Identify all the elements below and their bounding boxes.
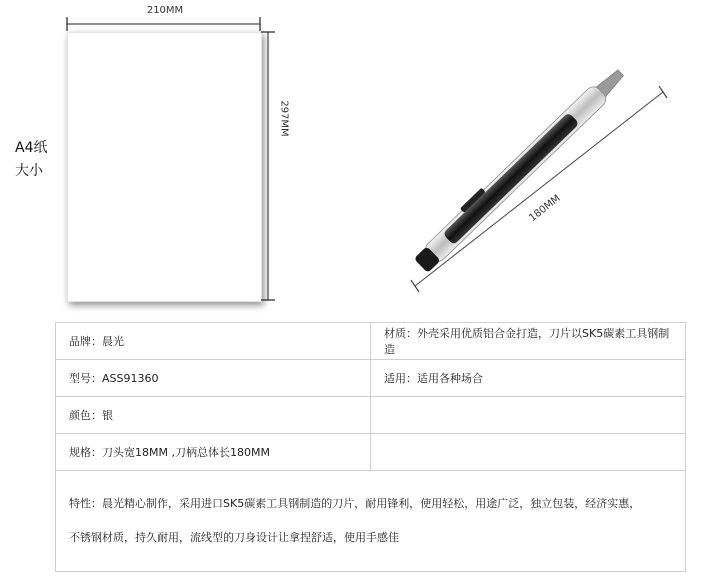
height-dimension-line xyxy=(258,28,278,306)
spec-features xyxy=(56,471,686,572)
spec-features-row xyxy=(56,471,686,572)
paper-width-label: 210MM xyxy=(146,5,184,16)
spec-table xyxy=(55,322,686,572)
spec-empty-cell xyxy=(371,434,686,471)
a4-size-label-line1: A4纸 xyxy=(15,140,48,156)
a4-size-label xyxy=(15,137,47,183)
a4-size-label-line2: 大小 xyxy=(15,163,43,179)
spec-row xyxy=(56,323,686,360)
spec-row xyxy=(56,397,686,434)
spec-color: 颜色：银 xyxy=(56,397,371,434)
spec-row xyxy=(56,434,686,471)
spec-empty-cell xyxy=(371,397,686,434)
spec-model: 型号：ASS91360 xyxy=(56,360,371,397)
a4-paper-illustration xyxy=(67,32,262,302)
spec-material: 材质：外壳采用优质铝合金打造，刀片以SK5碳素工具钢制造 xyxy=(371,323,686,360)
spec-size: 规格：刀头宽18MM ,刀柄总体长180MM xyxy=(56,434,371,471)
spec-features-line1: 特性：晨光精心制作，采用进口SK5碳素工具钢制造的刀片，耐用锋利，使用轻松，用途广泛，独立包装，经济实惠， xyxy=(69,497,641,510)
paper-height-label: 297MM xyxy=(278,100,290,137)
spec-features-line2: 不锈钢材质，持久耐用，流线型的刀身设计让拿捏舒适，使用手感佳 xyxy=(69,531,399,544)
spec-row xyxy=(56,360,686,397)
spec-brand: 品牌：晨光 xyxy=(56,323,371,360)
spec-usage: 适用：适用各种场合 xyxy=(371,360,686,397)
width-dimension-line xyxy=(60,14,270,34)
knife-length-label: 180MM xyxy=(527,192,563,225)
knife-length-dimension-line xyxy=(405,80,675,300)
